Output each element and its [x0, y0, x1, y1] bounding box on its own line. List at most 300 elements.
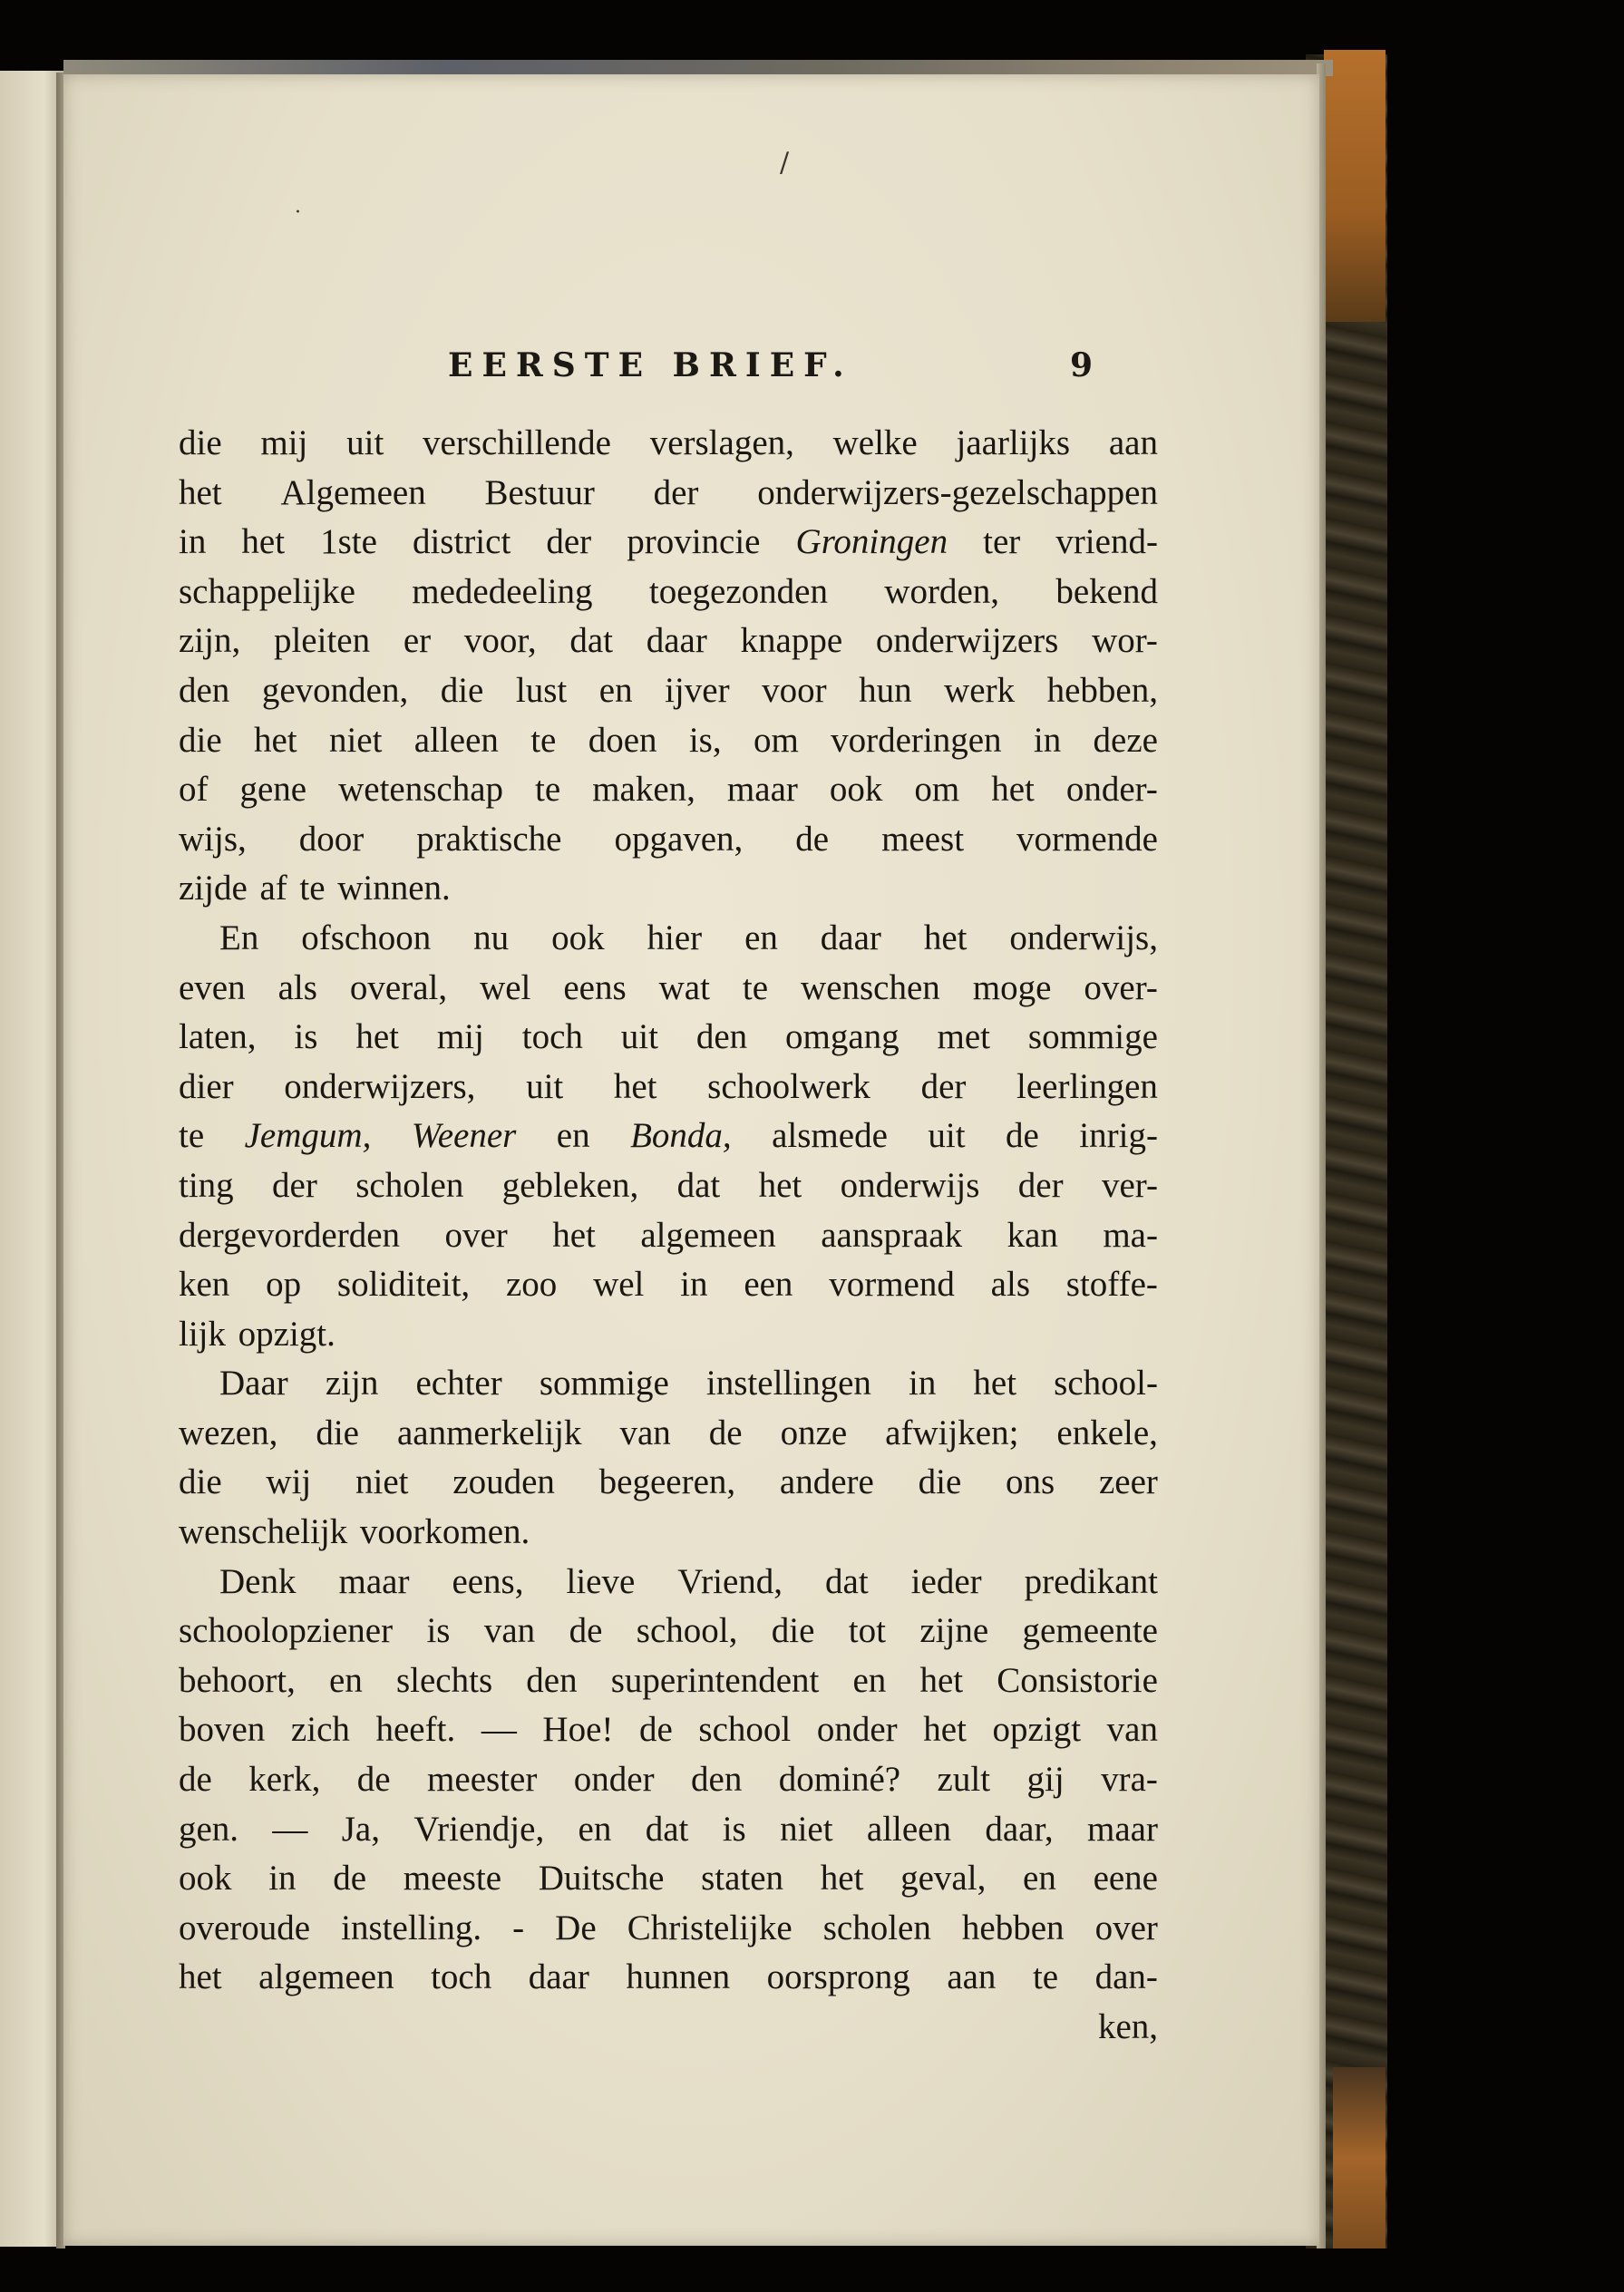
- word: in: [908, 1364, 937, 1403]
- word: als: [990, 1265, 1030, 1305]
- word: Jemgum,: [244, 1116, 372, 1156]
- text-line: [179, 1656, 1158, 1706]
- word: der: [920, 1066, 967, 1106]
- word: opzigt: [992, 1710, 1082, 1750]
- word: Ja,: [341, 1809, 380, 1849]
- word: sommige: [1027, 1017, 1158, 1057]
- body-text: [179, 419, 1158, 2053]
- word: onderwijs,: [1009, 918, 1158, 957]
- word: de: [708, 1413, 743, 1452]
- word: knappe: [740, 621, 843, 661]
- word: over: [444, 1215, 508, 1255]
- word: enkele,: [1056, 1413, 1158, 1452]
- word: het: [973, 1364, 1017, 1403]
- word: dominé?: [778, 1760, 901, 1800]
- word: praktische: [416, 819, 562, 859]
- word: scholen: [355, 1165, 464, 1205]
- word: tot: [848, 1611, 886, 1651]
- word: school-: [1054, 1364, 1158, 1403]
- word: en: [1023, 1859, 1056, 1899]
- word: overoude: [179, 1908, 311, 1947]
- word: algemeen: [640, 1215, 776, 1255]
- word: het: [355, 1017, 399, 1057]
- word: onderwijzers-gezelschappen: [757, 472, 1158, 512]
- word: onderwijzers: [875, 621, 1059, 661]
- word: zijne: [919, 1611, 989, 1651]
- word: der: [1017, 1165, 1064, 1205]
- word: vormend: [829, 1265, 955, 1305]
- leather-spine-top: [1324, 50, 1386, 322]
- word: daar: [528, 1957, 589, 1997]
- word: onder-: [1065, 770, 1158, 810]
- word: is: [722, 1809, 746, 1849]
- word: school: [698, 1710, 792, 1750]
- word: alsmede: [772, 1116, 888, 1156]
- word: op: [266, 1265, 302, 1305]
- word: door: [298, 819, 365, 859]
- word: behoort,: [179, 1660, 296, 1700]
- word: alleen: [413, 720, 499, 760]
- word: gene: [239, 770, 307, 810]
- word: om: [753, 720, 799, 760]
- word: het: [253, 720, 297, 760]
- word: die: [316, 1413, 359, 1452]
- word: gij: [1026, 1760, 1065, 1800]
- word: der: [653, 472, 699, 512]
- text-line: [179, 1112, 1158, 1161]
- word: het: [923, 918, 968, 957]
- word: 1ste: [320, 522, 377, 562]
- text-line: [179, 1805, 1158, 1855]
- word: heeft.: [375, 1710, 456, 1750]
- text-line: [179, 469, 1158, 519]
- word: ijver: [665, 670, 730, 710]
- text-line: [179, 864, 1158, 914]
- word: Bestuur: [484, 472, 595, 512]
- word: winnen.: [337, 869, 451, 908]
- word: doen: [588, 720, 657, 760]
- word: uit: [620, 1017, 658, 1057]
- word: verschillende: [423, 423, 611, 462]
- word: te: [742, 967, 769, 1007]
- word: de: [179, 1760, 212, 1800]
- word: den: [179, 670, 230, 710]
- word: ook: [551, 918, 605, 957]
- text-line: [179, 1359, 1158, 1409]
- text-line: [179, 964, 1158, 1014]
- word: ken: [179, 1265, 230, 1305]
- word: schoolwerk: [707, 1066, 870, 1106]
- word: andere: [779, 1462, 874, 1502]
- word: onderwijs: [840, 1165, 980, 1205]
- word: wenschen: [801, 967, 940, 1007]
- word: Groningen: [795, 522, 948, 562]
- text-line: [179, 1607, 1158, 1656]
- word: begeeren,: [598, 1462, 736, 1502]
- word: pleiten: [273, 621, 371, 661]
- word: stoffe-: [1065, 1265, 1158, 1305]
- text-line: [179, 518, 1158, 568]
- word: zult: [937, 1760, 991, 1800]
- word: onder: [816, 1710, 898, 1750]
- word: algemeen: [258, 1957, 394, 1997]
- word: zijde: [179, 869, 248, 908]
- text-line: [179, 1409, 1158, 1459]
- running-head: [63, 346, 1319, 392]
- word: met: [937, 1017, 991, 1057]
- word: maar: [1086, 1809, 1158, 1849]
- word: Duitsche: [538, 1859, 665, 1899]
- word: der: [272, 1165, 317, 1205]
- word: in: [680, 1265, 708, 1305]
- word: onderwijzers,: [284, 1066, 476, 1106]
- word: wel: [480, 967, 531, 1007]
- word: scholen: [822, 1908, 931, 1947]
- word: er: [403, 621, 432, 661]
- word: den: [691, 1760, 743, 1800]
- word: geval,: [900, 1859, 987, 1899]
- word: van: [483, 1611, 536, 1651]
- word: en: [556, 1116, 590, 1156]
- word: mij: [260, 423, 308, 462]
- word: werk: [944, 670, 1016, 710]
- word: echter: [415, 1364, 502, 1403]
- word: wij: [266, 1462, 312, 1502]
- word: ook: [829, 770, 883, 810]
- word: aanmerkelijk: [396, 1413, 582, 1452]
- word: het: [820, 1859, 864, 1899]
- word: Hoe!: [542, 1710, 614, 1750]
- word: te: [299, 869, 326, 908]
- text-line: [179, 815, 1158, 865]
- word: het: [552, 1215, 596, 1255]
- word: dat: [676, 1165, 721, 1205]
- word: Weener: [411, 1116, 517, 1156]
- word: inrig-: [1079, 1116, 1158, 1156]
- word: lieve: [566, 1561, 636, 1601]
- word: hier: [647, 918, 703, 957]
- word: Vriendje,: [413, 1809, 545, 1849]
- word: alleen: [866, 1809, 951, 1849]
- word: de: [1006, 1116, 1039, 1156]
- ink-speck: /: [780, 147, 790, 179]
- word: schoolopziener: [179, 1611, 394, 1651]
- word: school,: [636, 1611, 738, 1651]
- word: niet: [355, 1462, 409, 1502]
- text-line: [179, 1953, 1158, 2003]
- word: niet: [780, 1809, 833, 1849]
- word: welke: [832, 423, 918, 462]
- word: uit: [346, 423, 384, 462]
- word: meester: [427, 1760, 538, 1800]
- ink-speck: ·: [295, 201, 301, 224]
- running-title: EERSTE BRIEF.: [448, 346, 853, 384]
- word: wenschelijk: [179, 1512, 348, 1552]
- word: vriend-: [1055, 522, 1158, 562]
- word: soliditeit,: [336, 1265, 471, 1305]
- word: oorsprong: [766, 1957, 910, 1997]
- word: dergevorderden: [179, 1215, 400, 1255]
- word: maken,: [592, 770, 695, 810]
- word: omgang: [785, 1017, 900, 1057]
- word: district: [412, 522, 511, 562]
- word: ook: [179, 1859, 232, 1899]
- word: jaarlijks: [956, 423, 1071, 462]
- word: den: [526, 1660, 578, 1700]
- word: daar: [820, 918, 881, 957]
- word: boven: [179, 1710, 266, 1750]
- word: Daar: [219, 1364, 288, 1403]
- word: gevonden,: [261, 670, 409, 710]
- word: om: [914, 770, 960, 810]
- word: verslagen,: [649, 423, 794, 462]
- text-line: [179, 716, 1158, 766]
- word: over-: [1084, 967, 1158, 1007]
- word: ons: [1006, 1462, 1055, 1502]
- word: mededeeling: [412, 571, 593, 611]
- word: daar,: [985, 1809, 1054, 1849]
- word: als: [277, 967, 317, 1007]
- word: zich: [290, 1710, 350, 1750]
- text-line: [179, 1854, 1158, 1904]
- word: de: [356, 1760, 391, 1800]
- word: aan: [947, 1957, 997, 1997]
- word: mij: [436, 1017, 484, 1057]
- word: Vriend,: [677, 1561, 783, 1601]
- word: provincie: [627, 522, 761, 562]
- word: voor,: [463, 621, 537, 661]
- word: deze: [1093, 720, 1158, 760]
- word: eens: [563, 967, 627, 1007]
- word: lust: [515, 670, 568, 710]
- catchword: ken,: [1097, 2007, 1158, 2046]
- word: slechts: [395, 1660, 493, 1700]
- word: het: [179, 1957, 222, 1997]
- word: is,: [688, 720, 722, 760]
- word: instelling.: [341, 1908, 482, 1947]
- word: meeste: [403, 1859, 502, 1899]
- word: het: [919, 1660, 964, 1700]
- word: dat: [569, 621, 613, 661]
- word: afwijken;: [885, 1413, 1019, 1452]
- word: daar: [646, 621, 707, 661]
- leather-spine-bottom: [1333, 2067, 1386, 2248]
- text-line: [179, 1558, 1158, 1607]
- word: wezen,: [179, 1413, 278, 1452]
- book-page: [63, 74, 1319, 2246]
- word: nu: [473, 918, 510, 957]
- word: een: [744, 1265, 793, 1305]
- word: gebleken,: [501, 1165, 639, 1205]
- word: zouden: [452, 1462, 555, 1502]
- word: voor: [762, 670, 827, 710]
- word: laten,: [179, 1017, 257, 1057]
- text-line: [179, 568, 1158, 617]
- word: dan-: [1094, 1957, 1158, 1997]
- text-line: [179, 1705, 1158, 1755]
- word: eene: [1093, 1859, 1158, 1899]
- text-line: [179, 1904, 1158, 1954]
- word: dat: [645, 1809, 689, 1849]
- word: voorkomen.: [359, 1512, 530, 1552]
- word: sommige: [539, 1364, 669, 1403]
- word: en: [329, 1660, 363, 1700]
- word: de: [639, 1710, 673, 1750]
- word: wor-: [1092, 621, 1158, 661]
- word: vra-: [1101, 1760, 1158, 1800]
- word: toegezonden: [648, 571, 828, 611]
- word: Bonda,: [630, 1116, 732, 1156]
- word: ieder: [910, 1561, 982, 1601]
- word: dier: [179, 1066, 234, 1106]
- word: te: [535, 770, 561, 810]
- word: de: [569, 1611, 603, 1651]
- word: schappelijke: [179, 571, 355, 611]
- word: Algemeen: [280, 472, 426, 512]
- word: instellingen: [705, 1364, 871, 1403]
- word: wetenschap: [338, 770, 504, 810]
- word: het: [179, 472, 222, 512]
- text-line: [179, 1310, 1158, 1360]
- word: leerlingen: [1016, 1066, 1158, 1106]
- word: de: [795, 819, 830, 859]
- word: zoo: [505, 1265, 558, 1305]
- word: eens,: [452, 1561, 524, 1601]
- text-line: [179, 1458, 1158, 1508]
- word: En: [219, 918, 259, 957]
- word: aanspraak: [821, 1215, 963, 1255]
- word: der: [546, 522, 592, 562]
- text-line: [179, 1508, 1158, 1558]
- text-line: [179, 1755, 1158, 1805]
- word: die: [179, 423, 222, 462]
- word: hun: [859, 670, 912, 710]
- word: te: [179, 1116, 205, 1156]
- word: niet: [328, 720, 383, 760]
- word: die: [179, 720, 222, 760]
- word: hebben: [961, 1908, 1065, 1947]
- word: hebben,: [1046, 670, 1158, 710]
- word: gemeente: [1022, 1611, 1158, 1651]
- word: wel: [593, 1265, 645, 1305]
- word: —: [481, 1710, 517, 1750]
- word: die: [179, 1462, 222, 1502]
- word: Christelijke: [627, 1908, 793, 1947]
- word: vorderingen: [831, 720, 1002, 760]
- word: De: [555, 1908, 597, 1947]
- word: ma-: [1103, 1215, 1158, 1255]
- word: in: [1033, 720, 1062, 760]
- word: —: [272, 1809, 308, 1849]
- word: superintendent: [610, 1660, 820, 1700]
- word: Consistorie: [997, 1660, 1158, 1700]
- word: is: [294, 1017, 318, 1057]
- word: en: [744, 918, 778, 957]
- word: over: [1094, 1908, 1158, 1947]
- facing-page-edge: [0, 71, 63, 2247]
- word: ter: [983, 522, 1021, 562]
- text-line: [179, 1013, 1158, 1063]
- word: zijn,: [179, 621, 241, 661]
- word: vormende: [1016, 819, 1158, 859]
- text-line: [179, 1063, 1158, 1112]
- word: toch: [431, 1957, 492, 1997]
- word: van: [1106, 1710, 1158, 1750]
- word: opgaven,: [614, 819, 744, 859]
- word: en: [578, 1809, 612, 1849]
- word: te: [530, 720, 557, 760]
- word: en: [852, 1660, 887, 1700]
- word: opzigt.: [238, 1314, 335, 1354]
- word: die: [771, 1611, 815, 1651]
- word: den: [695, 1017, 748, 1057]
- word: onder: [573, 1760, 655, 1800]
- word: het: [923, 1710, 967, 1750]
- word: is: [426, 1611, 451, 1651]
- word: moge: [972, 967, 1052, 1007]
- text-line: [179, 617, 1158, 666]
- word: het: [991, 770, 1035, 810]
- word: het: [241, 522, 286, 562]
- word: lijk: [179, 1314, 227, 1354]
- word: worden,: [884, 571, 1000, 611]
- word: het: [613, 1066, 657, 1106]
- word: bekend: [1055, 571, 1158, 611]
- text-line: [179, 765, 1158, 815]
- word: meest: [881, 819, 965, 859]
- text-line: [179, 914, 1158, 964]
- word: af: [259, 869, 287, 908]
- word: die: [918, 1462, 962, 1502]
- word: gen.: [179, 1809, 239, 1849]
- word: overal,: [349, 967, 448, 1007]
- word: of: [179, 770, 209, 810]
- word: staten: [701, 1859, 784, 1899]
- text-line: [179, 1260, 1158, 1310]
- word: wijs,: [179, 819, 247, 859]
- word: ver-: [1101, 1165, 1158, 1205]
- word: kan: [1006, 1215, 1058, 1255]
- word: te: [1032, 1957, 1059, 1997]
- word: uit: [928, 1116, 966, 1156]
- word: ofschoon: [301, 918, 432, 957]
- word: en: [598, 670, 633, 710]
- word: zijn: [325, 1364, 379, 1403]
- word: ting: [179, 1165, 234, 1205]
- word: kerk,: [248, 1760, 321, 1800]
- word: hunnen: [626, 1957, 731, 1997]
- word: predikant: [1024, 1561, 1158, 1601]
- text-line: [179, 419, 1158, 469]
- word: Denk: [219, 1561, 297, 1601]
- word: wat: [658, 967, 710, 1007]
- text-line: [179, 1211, 1158, 1261]
- word: onze: [780, 1413, 848, 1452]
- word: dat: [825, 1561, 869, 1601]
- word: maar: [338, 1561, 410, 1601]
- word: uit: [526, 1066, 564, 1106]
- page-number: 9: [1070, 346, 1094, 384]
- word: die: [440, 670, 484, 710]
- word: zeer: [1098, 1462, 1158, 1502]
- word: maar: [726, 770, 798, 810]
- text-line: [179, 666, 1158, 716]
- word: toch: [521, 1017, 583, 1057]
- word: in: [179, 522, 207, 562]
- word: -: [512, 1908, 525, 1947]
- text-line: [179, 1161, 1158, 1211]
- word: het: [758, 1165, 802, 1205]
